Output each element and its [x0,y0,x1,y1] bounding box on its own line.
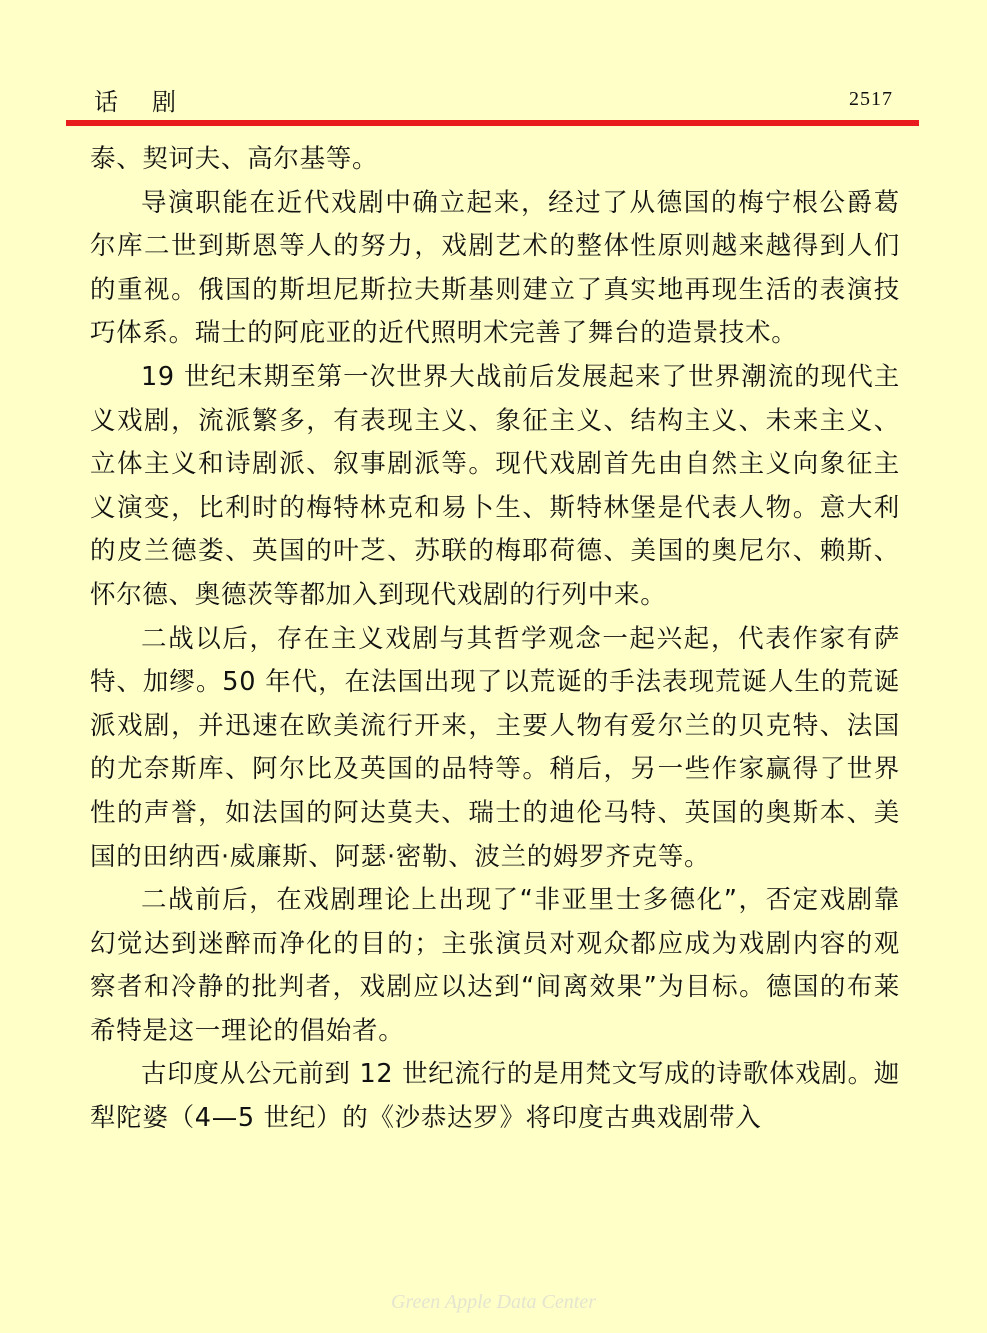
page-header [0,0,987,130]
header-divider [66,120,919,126]
paragraph-postwar-absurdism: 二战以后，存在主义戏剧与其哲学观念一起兴起，代表作家有萨特、加缪。50 年代，在法国出现了以荒诞的手法表现荒诞人生的荒诞派戏剧，并迅速在欧美流行开来，主要人物有爱尔兰的贝克特、法国的尤奈斯库、阿尔比及英国的品特等。稍后，另一些作家赢得了世界性的声誉，如法国的阿达莫夫、瑞士的迪伦马特、英国的奥斯本、美国的田纳西·威廉斯、阿瑟·密勒、波兰的姆罗齐克等。 [90,623,900,872]
paragraph-non-aristotelian: 二战前后，在戏剧理论上出现了“非亚里士多德化”，否定戏剧靠幻觉达到迷醉而净化的目的；主张演员对观众都应成为戏剧内容的观察者和冷静的批判者，戏剧应以达到“间离效果”为目标。德国的布莱希特是这一理论的倡始者。 [90,885,900,1046]
paragraph-continuation: 泰、契诃夫、高尔基等。 [90,144,379,174]
running-title: 话剧 [94,88,210,116]
paragraph-ancient-india: 古印度从公元前到 12 世纪流行的是用梵文写成的诗歌体戏剧。迦犁陀婆（4—5 世纪）的《沙恭达罗》将印度古典戏剧带入 [90,1059,900,1134]
paragraph-director-role: 导演职能在近代戏剧中确立起来，经过了从德国的梅宁根公爵葛尔库二世到斯恩等人的努力，戏剧艺术的整体性原则越来越得到人们的重视。俄国的斯坦尼斯拉夫斯基则建立了真实地再现生活的表演技巧体系。瑞士的阿庇亚的近代照明术完善了舞台的造景技术。 [90,187,900,349]
paragraph-modernism: 19 世纪末期至第一次世界大战前后发展起来了世界潮流的现代主义戏剧，流派繁多，有表现主义、象征主义、结构主义、未来主义、立体主义和诗剧派、叙事剧派等。现代戏剧首先由自然主义向象征主义演变，比利时的梅特林克和易卜生、斯特林堡是代表人物。意大利的皮兰德娄、英国的叶芝、苏联的梅耶荷德、美国的奥尼尔、赖斯、怀尔德、奥德茨等都加入到现代戏剧的行列中来。 [90,361,900,610]
body-text [90,138,900,1141]
watermark: Green Apple Data Center [391,1291,596,1313]
page-number: 2517 [849,88,893,110]
